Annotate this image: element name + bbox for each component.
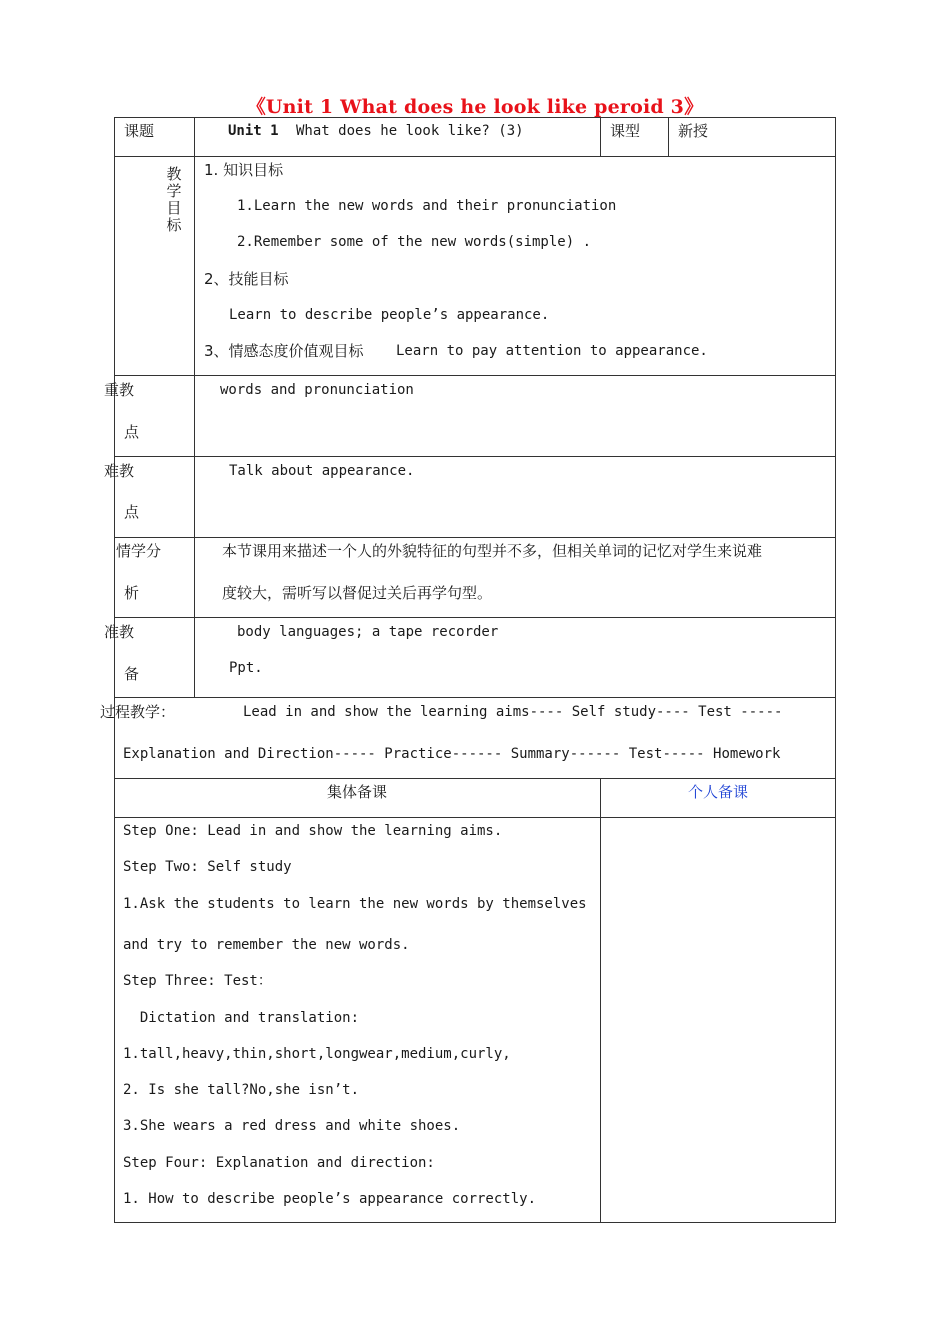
step-line: Step Two: Self study — [123, 859, 292, 875]
step-line: Step Four: Explanation and direction: — [123, 1155, 435, 1171]
analysis-label: 情学分 — [116, 542, 162, 560]
key-points-text: words and pronunciation — [220, 382, 414, 398]
type-value: 新授 — [678, 122, 709, 140]
row-divider — [114, 617, 836, 618]
step-line: 1. How to describe people’s appearance correctly. — [123, 1191, 537, 1207]
goals-label: 教 学 目 标 — [166, 165, 182, 234]
step-line: Step Three: Test： — [123, 973, 272, 989]
step-line: and try to remember the new words. — [123, 937, 410, 953]
process-text: Lead in and show the learning aims---- Self study---- Test ----- — [243, 704, 783, 720]
type-label: 课型 — [610, 122, 641, 140]
step-line: Dictation and translation: — [123, 1010, 360, 1026]
row-divider — [114, 697, 836, 698]
difficult-points-label: 难教 — [104, 462, 135, 480]
preparation-label: 准教 — [104, 623, 135, 641]
step-line: 3.She wears a red dress and white shoes. — [123, 1118, 461, 1134]
personal-prep-header: 个人备课 — [687, 783, 748, 801]
step-line: 1.Ask the students to learn the new words by themselves — [123, 896, 587, 912]
skill-goal-text: Learn to describe people’s appearance. — [229, 307, 550, 323]
step-line: Step One: Lead in and show the learning aims. — [123, 823, 503, 839]
row-divider — [114, 156, 836, 157]
column-divider — [600, 117, 601, 156]
knowledge-goal-item: 1.Learn the new words and their pronunciation — [237, 198, 617, 214]
emotion-goal-title: 3、情感态度价值观目标 — [204, 342, 364, 360]
difficult-points-label-bottom: 点 — [124, 503, 140, 521]
analysis-text: 度较大，需听写以督促过关后再学句型。 — [222, 584, 493, 602]
collective-prep-header: 集体备课 — [326, 783, 387, 801]
knowledge-goal-title: 1. 知识目标 — [204, 161, 284, 179]
difficult-points-text: Talk about appearance. — [229, 463, 415, 479]
emotion-goal-text: Learn to pay attention to appearance. — [396, 343, 708, 359]
preparation-label-bottom: 备 — [124, 665, 140, 683]
topic-value: What does he look like? (3) — [296, 123, 524, 139]
process-label: 过程教学： — [100, 703, 176, 721]
document-title: 《Unit 1 What does he look like peroid 3》 — [246, 96, 704, 118]
process-text: Explanation and Direction----- Practice------ Summary------ Test----- Homework — [123, 746, 781, 762]
key-points-label: 重教 — [104, 381, 135, 399]
step-line: 1.tall,heavy,thin,short,longwear,medium,curly, — [123, 1046, 511, 1062]
topic-unit: Unit 1 — [228, 123, 279, 139]
row-divider — [114, 537, 836, 538]
column-divider — [668, 117, 669, 156]
preparation-text: body languages; a tape recorder — [237, 624, 499, 640]
column-divider — [600, 778, 601, 1223]
row-divider — [114, 817, 836, 818]
knowledge-goal-item: 2.Remember some of the new words(simple) . — [237, 234, 592, 250]
row-divider — [114, 375, 836, 376]
skill-goal-title: 2、技能目标 — [204, 270, 289, 288]
step-line: 2. Is she tall?No,she isn’t. — [123, 1082, 360, 1098]
column-divider — [194, 117, 195, 697]
analysis-text: 本节课用来描述一个人的外貌特征的句型并不多，但相关单词的记忆对学生来说难 — [222, 542, 763, 560]
row-divider — [114, 778, 836, 779]
topic-label: 课题 — [124, 122, 155, 140]
analysis-label-bottom: 析 — [124, 584, 140, 602]
preparation-text: Ppt. — [229, 660, 263, 676]
row-divider — [114, 456, 836, 457]
key-points-label-bottom: 点 — [124, 423, 140, 441]
